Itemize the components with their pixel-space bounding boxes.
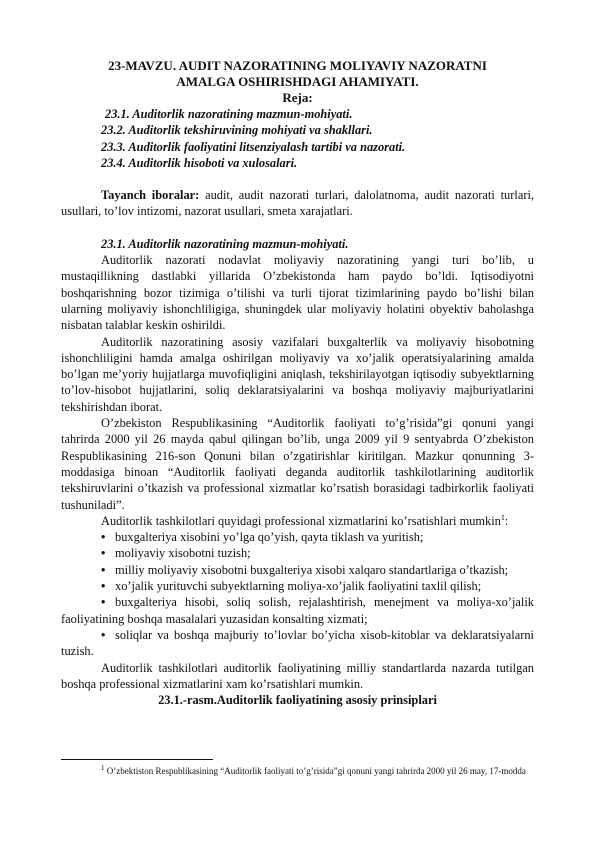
bullet-text: milliy moliyaviy xisobotni buxgalteriya xisobi xalqaro standartlariga o’tkazish;	[115, 562, 509, 577]
bullet-icon: •	[101, 546, 106, 561]
section-heading: 23.1. Auditorlik nazoratining mazmun-mohiyati.	[101, 236, 349, 251]
body-paragraph: O’zbekiston Respublikasining “Auditorlik faoliyati to’g’risida”gi qonuni yangi tahrirda 2000 yil 26 mayda qabul qilingan bo’lib, unga 2009 yil 9 sentyabrda O’zbekiston Respublikasining 216-son Qonuni bilan o’zgatirishlar kiritilgan. Mazkur qonunning 3-moddasiga binoan “Auditorlik faoliyati deganda auditorlik tashkilotlarining auditorlik tekshiruvlarini o’tkazish va professional xizmatlar ko’rsatish borasidagi tadbirkorlik faoliyati tushuniladi”.	[61, 416, 534, 512]
bullet-item	[61, 627, 534, 660]
footnote-reference: 1	[500, 512, 505, 522]
document-body	[61, 58, 534, 708]
plan-item: 23.4. Auditorlik hisoboti va xulosalari.	[101, 155, 298, 170]
keywords-label: Tayanch iboralar:	[101, 188, 200, 203]
document-title	[61, 58, 534, 90]
body-paragraph	[61, 513, 534, 529]
figure-caption: 23.1.-rasm.Auditorlik faoliyatining asosiy prinsiplari	[158, 693, 437, 708]
plan-item: 23.3. Auditorlik faoliyatini litsenziyalash tartibi va nazorati.	[101, 139, 406, 154]
title-line-2: AMALGA OSHIRISHDAGI AHAMIYATI.	[176, 74, 419, 89]
bullet-item	[61, 594, 534, 627]
paragraph-colon: :	[504, 513, 509, 528]
bullet-text: moliyaviy xisobotni tuzish;	[115, 546, 251, 561]
body-paragraph: Auditorlik nazoratining asosiy vazifalari buxgalterlik va moliyaviy hisobotning ishonchliligini hamda amalga oshirilgan moliyaviy va xo’jalik operatsiyalarining amalda bo’lgan me’yoriy hujjatlarga muvofiqligini aniqlash, tekshirilayotgan iqtisodiy subyektlarning to’lov-hisobot hujjatlarini, soliq deklaratsiyalarini va boshqa moliyaviy majburiyatlarini tekshirishdan iborat.	[61, 334, 534, 414]
keywords-paragraph	[61, 187, 534, 220]
paragraph-text: Auditorlik tashkilotlari quyidagi professional xizmatlarini ko’rsatishlari mumkin	[101, 513, 501, 528]
bullet-icon: •	[101, 562, 106, 577]
plan-item: 23.1. Auditorlik nazoratining mazmun-mohiyati.	[105, 107, 353, 121]
body-paragraph: Auditorlik tashkilotlari auditorlik faoliyatining milliy standartlarda nazarda tutilgan boshqa professional xizmatlarini xam ko’rsatishlari mumkin.	[61, 660, 534, 691]
footnote	[61, 765, 534, 778]
title-line-1: 23-MAVZU. AUDIT NAZORATINING MOLIYAVIY NAZORATNI	[108, 58, 487, 73]
plan-label: Reja:	[282, 90, 313, 105]
footnote-number: 1	[101, 764, 105, 772]
plan-list	[61, 106, 534, 171]
bullet-item	[61, 545, 534, 561]
spacer	[61, 171, 534, 187]
plan-item: 23.2. Auditorlik tekshiruvining mohiyati va shakllari.	[101, 123, 373, 138]
keywords-text: audit, audit nazorati turlari, dalolatnoma, audit nazorati turlari, usullari, to’lov intizomi, nazorat usullari, smeta xarajatlari.	[61, 188, 534, 219]
bullet-text: buxgalteriya xisobini yo’lga qo’yish, qayta tiklash va yuritish;	[115, 530, 424, 545]
footnote-text: O’zbektiston Respublikasining “Auditorlik faoliyati to’g’risida”gi qonuni yangi tahrirda 2000 yil 26 may, 17-modda	[104, 766, 526, 776]
bullet-text: soliqlar va boshqa majburiy to’lovlar bo’yicha xisob-kitoblar va deklaratsiyalarni tuzish.	[61, 627, 534, 659]
bullet-item	[61, 562, 534, 578]
bullet-text: buxgalteriya hisobi, soliq solish, rejalashtirish, menejment va moliya-xo’jalik faoliyatining boshqa masalalari yuzasidan konsalting xizmati;	[61, 595, 534, 626]
body-paragraph: Auditorlik nazorati nodavlat moliyaviy nazoratining yangi turi bo’lib, u mustaqillikning dastlabki yillarida O’zbekistonda ham paydo bo’ldi. Iqtisodiyotni boshqarishning bozor tizimiga o’tilishi va turli tijorat tizimlarining paydo bo’lishi bilan ularning moliyaviy ishonchliligiga, shuningdek ular moliyaviy holatini obyektiv baholashga nisbatan talablar keskin oshirildi.	[61, 253, 534, 333]
bullet-icon: •	[101, 595, 106, 610]
bullet-icon: •	[101, 530, 106, 545]
bullet-item	[61, 578, 534, 594]
footnote-divider	[61, 759, 213, 760]
spacer	[61, 220, 534, 236]
bullet-icon: •	[101, 627, 106, 642]
bullet-icon: •	[101, 579, 106, 594]
bullet-item	[61, 529, 534, 545]
bullet-text: xo’jalik yurituvchi subyektlarning moliya-xo’jalik faoliyatini taxlil qilish;	[115, 579, 482, 594]
